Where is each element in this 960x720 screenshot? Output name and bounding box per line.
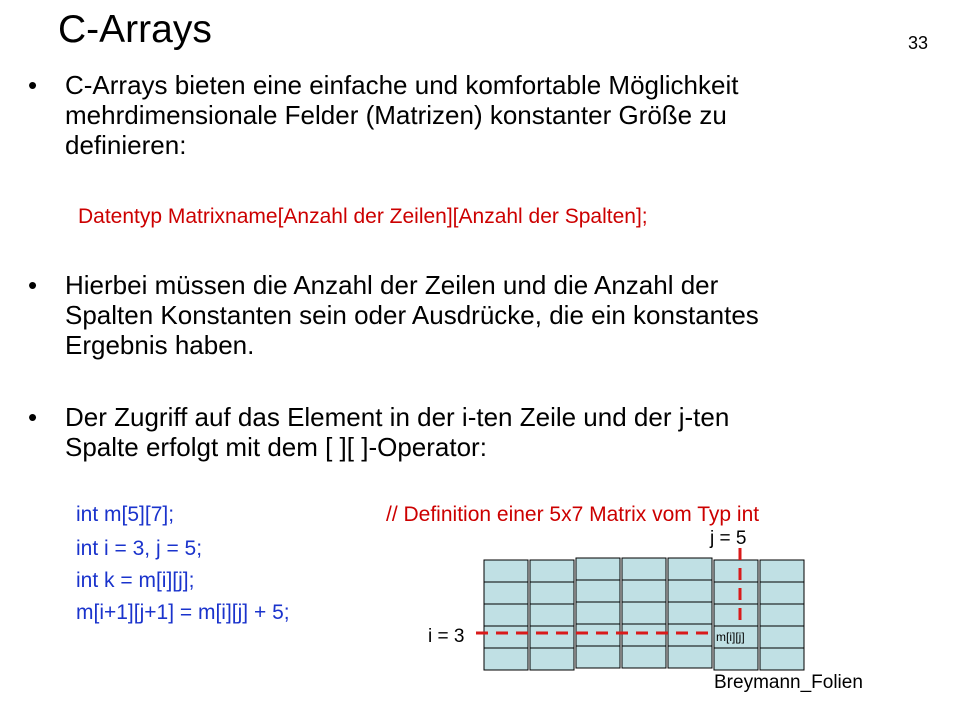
matrix-cell bbox=[622, 558, 666, 580]
code-line: int m[5][7]; bbox=[76, 503, 175, 526]
matrix-cell bbox=[760, 604, 804, 626]
matrix-cell bbox=[530, 582, 574, 604]
matrix-cell bbox=[622, 646, 666, 668]
code-comment: // Definition einer 5x7 Matrix vom Typ int bbox=[386, 503, 760, 526]
matrix-cell bbox=[668, 624, 712, 646]
matrix-cell bbox=[530, 560, 574, 582]
matrix-cell bbox=[622, 624, 666, 646]
matrix-diagram bbox=[476, 548, 816, 683]
bullet-marker: • bbox=[28, 270, 38, 300]
matrix-cell bbox=[576, 602, 620, 624]
matrix-cell bbox=[576, 558, 620, 580]
bullet-line: mehrdimensionale Felder (Matrizen) konstanter Größe zu bbox=[65, 100, 727, 130]
matrix-cell bbox=[530, 626, 574, 648]
matrix-cell bbox=[576, 646, 620, 668]
bullet-line: Spalten Konstanten sein oder Ausdrücke, die ein konstantes bbox=[65, 300, 759, 330]
matrix-cell bbox=[760, 560, 804, 582]
matrix-cell bbox=[484, 582, 528, 604]
matrix-declaration-syntax: Datentyp Matrixname[Anzahl der Zeilen][Anzahl der Spalten]; bbox=[78, 205, 648, 228]
source-credit: Breymann_Folien bbox=[714, 672, 863, 693]
bullet-line: C-Arrays bieten eine einfache und komfortable Möglichkeit bbox=[65, 70, 739, 100]
matrix-cell bbox=[484, 604, 528, 626]
page-number: 33 bbox=[908, 33, 929, 53]
matrix-cell bbox=[576, 624, 620, 646]
matrix-cell bbox=[622, 580, 666, 602]
matrix-cell bbox=[668, 558, 712, 580]
matrix-cell bbox=[760, 648, 804, 670]
matrix-cell bbox=[622, 602, 666, 624]
bullet-line: Hierbei müssen die Anzahl der Zeilen und die Anzahl der bbox=[65, 270, 719, 300]
bullet-line: Der Zugriff auf das Element in der i-ten Zeile und der j-ten bbox=[65, 402, 730, 432]
matrix-cell bbox=[714, 560, 758, 582]
row-label: i = 3 bbox=[428, 626, 465, 647]
matrix-cell bbox=[714, 582, 758, 604]
matrix-cell bbox=[714, 648, 758, 670]
matrix-cell bbox=[760, 582, 804, 604]
code-line: int k = m[i][j]; bbox=[76, 569, 195, 592]
matrix-cell bbox=[576, 580, 620, 602]
matrix-cell bbox=[668, 646, 712, 668]
matrix-element-label: m[i][j] bbox=[716, 630, 745, 644]
code-line: int i = 3, j = 5; bbox=[76, 537, 203, 560]
matrix-cell bbox=[484, 648, 528, 670]
slide-title: C-Arrays bbox=[58, 8, 212, 51]
code-line: m[i+1][j+1] = m[i][j] + 5; bbox=[76, 601, 290, 624]
bullet-text bbox=[65, 402, 925, 462]
matrix-cell bbox=[484, 626, 528, 648]
matrix-cell bbox=[530, 604, 574, 626]
matrix-cell bbox=[668, 602, 712, 624]
bullet-line: Spalte erfolgt mit dem [ ][ ]-Operator: bbox=[65, 432, 487, 462]
column-label: j = 5 bbox=[710, 528, 747, 549]
matrix-cell bbox=[530, 648, 574, 670]
bullet-line: definieren: bbox=[65, 130, 187, 160]
bullet-line: Ergebnis haben. bbox=[65, 330, 255, 360]
matrix-grid bbox=[476, 548, 816, 678]
matrix-cell bbox=[668, 580, 712, 602]
matrix-cell bbox=[714, 604, 758, 626]
matrix-cell bbox=[484, 560, 528, 582]
bullet-marker: • bbox=[28, 402, 38, 432]
bullet-text bbox=[65, 270, 925, 360]
bullet-text bbox=[65, 70, 925, 160]
matrix-cell bbox=[760, 626, 804, 648]
bullet-marker: • bbox=[28, 70, 38, 100]
